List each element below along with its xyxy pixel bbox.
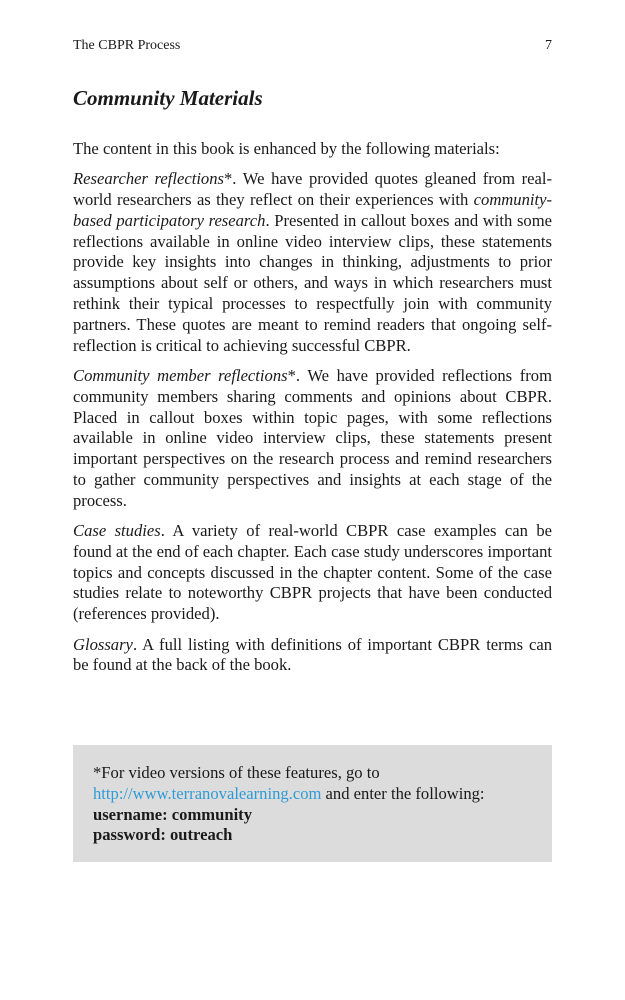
callout-text-after: and enter the following: [321, 783, 485, 803]
glossary-paragraph [73, 635, 552, 677]
username-line: username: community [93, 804, 253, 824]
running-header [73, 38, 552, 54]
body-text [73, 139, 552, 686]
paragraph-lead-suffix: *. [287, 365, 301, 385]
paragraph-lead: Community member reflections [73, 365, 288, 385]
section-title: Community Materials [73, 86, 263, 110]
paragraph-lead-suffix: . [132, 634, 138, 654]
paragraph-italic-phrase: community-based participatory research [73, 190, 552, 230]
paragraph-lead-suffix: . [160, 521, 165, 541]
page-number: 7 [545, 38, 552, 53]
terranova-link[interactable]: http://www.terranovalearning.com [93, 783, 322, 803]
paragraph-text: We have provided quotes gleaned from real-world researchers as they reflect on their experiences with [73, 169, 552, 210]
paragraph-text: A variety of real-world CBPR case examples can be found at the end of each chapter. Each case study underscores important topics and concepts discussed in the chapter content. Some of the case studies relate to noteworthy CBPR projects that have been conducted (references provided). [73, 521, 553, 624]
password-line: password: outreach [93, 825, 233, 845]
callout-instructions [93, 763, 532, 805]
researcher-reflections-paragraph [73, 169, 552, 356]
intro-paragraph: The content in this book is enhanced by the following materials: [73, 139, 500, 158]
paragraph-lead-suffix: *. [224, 169, 237, 189]
paragraph-text-continued: . Presented in callout boxes and with some reflections available in online video interview clips, these statements provide key insights into changes in thinking, adjustments to prior assumptions about self or others, and ways in which researchers must rethink their typical processes to respectfully join with community partners. These quotes are meant to remind readers that ongoing self-reflection is critical to achieving successful CBPR. [73, 210, 552, 355]
paragraph-lead: Researcher reflections [73, 169, 224, 189]
video-callout-box [73, 745, 552, 862]
running-title: The CBPR Process [73, 38, 181, 53]
community-member-reflections-paragraph [73, 366, 552, 512]
case-studies-paragraph [73, 521, 552, 625]
paragraph-text: A full listing with definitions of important CBPR terms can be found at the back of the book. [73, 634, 552, 675]
paragraph-lead: Glossary [73, 634, 133, 654]
paragraph-text: We have provided reflections from community members sharing comments and opinions about CBPR. Placed in callout boxes within topic pages, with some reflections available in online video interview clips, these statements present important perspectives on the research process and remind researchers to gather community perspectives and insights at each stage of the process. [73, 365, 552, 510]
paragraph-lead: Case studies [73, 521, 161, 541]
callout-text: *For video versions of these features, go to [93, 763, 380, 782]
